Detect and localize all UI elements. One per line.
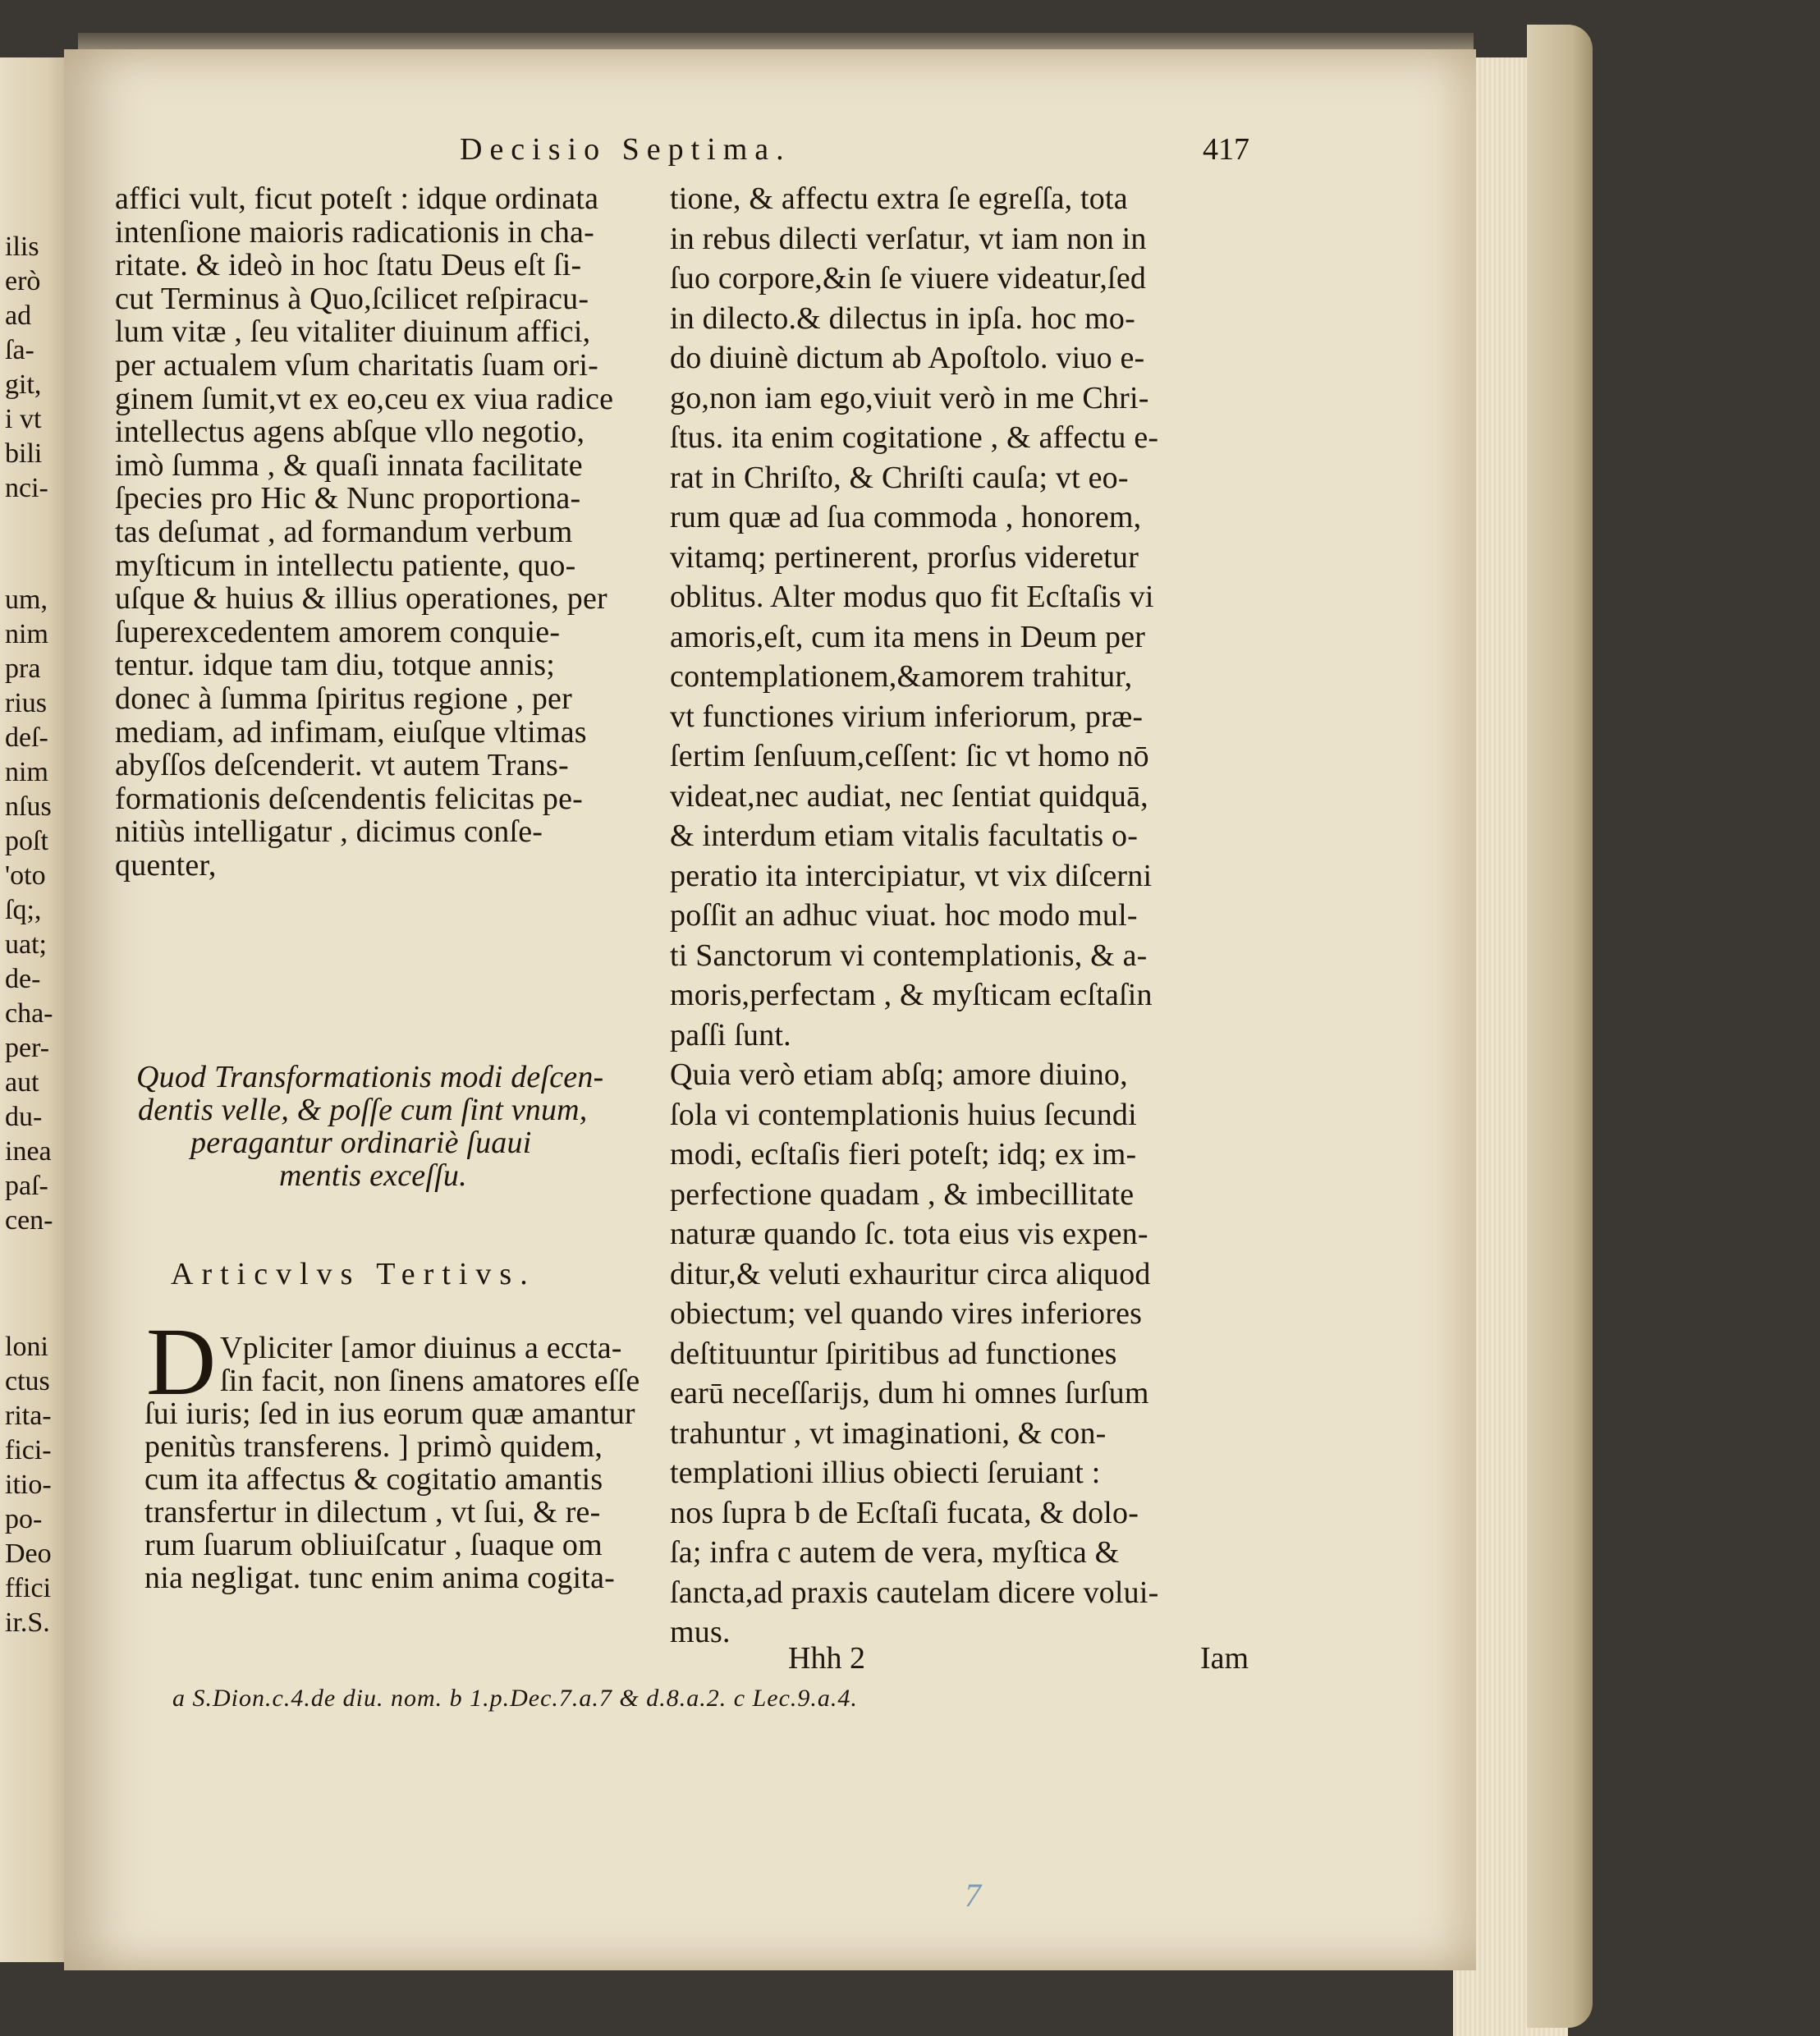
margin-fragment: ilis — [5, 232, 39, 262]
text-line: ditur,& veluti exhauritur circa aliquod — [670, 1256, 1151, 1291]
margin-fragment: per- — [5, 1033, 50, 1063]
text-line: ſui iuris; ſed in ius eorum quæ amantur — [144, 1396, 635, 1431]
text-line: earū neceſſarijs, dum hi omnes ſurſum — [670, 1376, 1149, 1410]
margin-fragment: pra — [5, 653, 41, 684]
text-line: tentur. idque tam diu, totque annis; — [115, 648, 555, 683]
margin-fragment: ad — [5, 300, 32, 331]
text-line: go,non iam ego,viuit verò in me Chri- — [670, 380, 1149, 415]
margin-fragment: nſus — [5, 791, 52, 822]
text-line: vitamq; pertinerent, prorſus videretur — [670, 539, 1139, 575]
text-line: & interdum etiam vitalis facultatis o- — [670, 819, 1139, 853]
margin-fragment: rita- — [5, 1401, 52, 1431]
margin-fragment: nim — [5, 619, 48, 649]
text-line: perfectione quadam , & imbecillitate — [670, 1176, 1135, 1212]
text-line: mediam, ad infimam, eiuſque vltimas — [115, 714, 587, 750]
text-line: naturæ quando ſc. tota eius vis expen- — [670, 1217, 1148, 1251]
running-head: Decisio Septima. — [460, 132, 791, 167]
text-line: ſola vi contemplationis huius ſecundi — [670, 1097, 1137, 1132]
text-line: amoris,eſt, cum ita mens in Deum per — [670, 619, 1146, 654]
text-line: affici vult, ficut poteſt : idque ordinata — [115, 181, 599, 216]
margin-fragment: rius — [5, 688, 47, 718]
margin-fragment: bili — [5, 438, 43, 469]
margin-fragment: aut — [5, 1067, 39, 1098]
margin-fragment: fici- — [5, 1435, 52, 1465]
text-line: modi, ecſtaſis fieri poteſt; idq; ex im- — [670, 1137, 1137, 1172]
text-line: ſancta,ad praxis cautelam dicere volui- — [670, 1575, 1159, 1610]
article-heading: Articvlvs Tertivs. — [171, 1257, 536, 1291]
margin-fragment: uat; — [5, 929, 47, 960]
text-line: ritate. & ideò in hoc ſtatu Deus eſt ſi- — [115, 248, 582, 283]
text-line: cut Terminus à Quo,ſcilicet reſpiracu- — [115, 281, 589, 316]
text-line: vt functiones virium inferiorum, præ- — [670, 699, 1144, 734]
text-line: rum quæ ad ſua commoda , honorem, — [670, 500, 1142, 534]
margin-fragment: ffici — [5, 1573, 52, 1603]
text-line: ſuo corpore,&in ſe viuere videatur,ſed — [670, 261, 1147, 296]
text-line: cum ita affectus & cogitatio amantis — [144, 1462, 603, 1497]
margin-fragment: de- — [5, 964, 41, 994]
margin-fragment: ſq;, — [5, 895, 42, 925]
text-line: obiectum; vel quando vires inferiores — [670, 1296, 1143, 1331]
margin-fragment: nim — [5, 757, 48, 787]
heading-line: Quod Transformationis modi deſcen- — [136, 1060, 604, 1094]
margin-fragment: 'oto — [5, 860, 46, 891]
text-line: in rebus dilecti verſatur, vt iam non in — [670, 221, 1147, 256]
heading-line: peragantur ordinariè ſuaui — [190, 1126, 532, 1160]
margin-fragment: du- — [5, 1102, 43, 1132]
text-line: per actualem vſum charitatis ſuam ori- — [115, 348, 598, 383]
text-line: contemplationem,&amorem trahitur, — [670, 659, 1133, 694]
text-line: transfertur in dilectum , vt ſui, & re- — [144, 1495, 601, 1529]
text-line: ſin facit, non ſinens amatores eſſe — [220, 1364, 640, 1398]
text-line: intenſione maioris radicationis in cha- — [115, 214, 594, 250]
text-line: donec à ſumma ſpiritus regione , per — [115, 681, 572, 716]
text-line: lum vitæ , ſeu vitaliter diuinum affici, — [115, 314, 591, 350]
text-line: uſque & huius & illius operationes, per — [115, 581, 607, 617]
text-line: nia negligat. tunc enim anima cogita- — [144, 1561, 615, 1595]
text-line: templationi illius obiecti ſeruiant : — [670, 1456, 1101, 1490]
text-line: mus. — [670, 1615, 731, 1649]
text-line: imò ſumma , & quaſi innata facilitate — [115, 447, 583, 483]
text-line: ſtus. ita enim cogitatione , & affectu e- — [670, 420, 1159, 455]
heading-line: mentis exceſſu. — [279, 1158, 467, 1193]
text-line: tas deſumat , ad formandum verbum — [115, 515, 573, 549]
text-line: poſſit an adhuc viuat. hoc modo mul- — [670, 898, 1138, 933]
text-line: deſtituuntur ſpiritibus ad functiones — [670, 1336, 1117, 1371]
margin-fragment: ir.S. — [5, 1607, 50, 1638]
text-line: ſuperexcedentem amorem conquie- — [115, 614, 561, 649]
text-line: ginem ſumit,vt ex eo,ceu ex viua radice — [115, 381, 614, 416]
margin-fragment: po- — [5, 1504, 43, 1534]
text-line: rum ſuarum obliuiſcatur , ſuaque om — [144, 1528, 603, 1562]
catchword: Iam — [1200, 1641, 1249, 1676]
margin-fragment: git, — [5, 369, 42, 400]
margin-fragment: cen- — [5, 1205, 53, 1236]
text-line: tione, & affectu extra ſe egreſſa, tota — [670, 181, 1128, 216]
shelf-mark: 7 — [965, 1877, 981, 1914]
heading-line: dentis velle, & poſſe cum ſint vnum, — [138, 1093, 588, 1127]
text-line: peratio ita intercipiatur, vt vix diſcerni — [670, 858, 1153, 893]
page-number: 417 — [1203, 132, 1249, 167]
margin-fragment: Deo — [5, 1538, 52, 1569]
text-line: ſertim ſenſuum,ceſſent: ſic vt homo nō — [670, 739, 1149, 773]
text-line: ſa; infra c autem de vera, myſtica & — [670, 1535, 1120, 1570]
text-line: videat,nec audiat, nec ſentiat quidquā, — [670, 778, 1148, 814]
text-line: Quia verò etiam abſq; amore diuino, — [670, 1057, 1128, 1092]
text-line: nitiùs intelligatur , dicimus conſe- — [115, 814, 543, 850]
text-line: oblitus. Alter modus quo fit Ecſtaſis vi — [670, 580, 1154, 614]
text-line: trahuntur , vt imaginationi, & con- — [670, 1415, 1107, 1451]
margin-fragment: erò — [5, 266, 41, 296]
text-line: myſticum in intellectu patiente, quo- — [115, 548, 576, 583]
text-line: do diuinè dictum ab Apoſtolo. viuo e- — [670, 341, 1145, 375]
text-line: formationis deſcendentis felicitas pe- — [115, 781, 584, 816]
text-line: intellectus agens abſque vllo negotio, — [115, 415, 585, 450]
margin-fragment: inea — [5, 1136, 52, 1167]
margin-fragment: deſ- — [5, 722, 48, 753]
margin-fragment: ſa- — [5, 335, 34, 365]
text-line: moris,perfectam , & myſticam ecſtaſin — [670, 978, 1153, 1012]
margin-fragment: loni — [5, 1332, 48, 1362]
text-line: abyſſos deſcenderit. vt autem Trans- — [115, 748, 569, 783]
text-line: ſpecies pro Hic & Nunc proportiona- — [115, 481, 581, 516]
book-board — [1527, 25, 1593, 2028]
text-line: Vpliciter [amor diuinus a eccta- — [220, 1331, 622, 1365]
text-line: quenter, — [115, 848, 217, 883]
margin-fragment: nci- — [5, 473, 48, 503]
margin-fragment: poſt — [5, 826, 48, 856]
margin-fragment: itio- — [5, 1470, 52, 1500]
signature-mark: Hhh 2 — [788, 1641, 865, 1676]
text-line: nos ſupra b de Ecſtaſi fucata, & dolo- — [670, 1495, 1139, 1530]
text-line: in dilecto.& dilectus in ipſa. hoc mo- — [670, 300, 1135, 336]
margin-fragment: cha- — [5, 998, 53, 1029]
footnote: a S.Dion.c.4.de diu. nom. b 1.p.Dec.7.a.7 & d.8.a.2. c Lec.9.a.4. — [172, 1685, 858, 1712]
text-line: paſſi ſunt. — [670, 1017, 791, 1052]
drop-cap: D — [146, 1308, 217, 1415]
text-line: rat in Chriſto, & Chriſti cauſa; vt eo- — [670, 460, 1129, 495]
margin-fragment: ctus — [5, 1366, 50, 1396]
margin-fragment: um, — [5, 585, 48, 615]
margin-fragment: i vt — [5, 404, 42, 434]
text-line: penitùs transferens. ] primò quidem, — [144, 1429, 603, 1464]
margin-fragment: paſ- — [5, 1171, 48, 1201]
text-line: ti Sanctorum vi contemplationis, & a- — [670, 938, 1148, 973]
